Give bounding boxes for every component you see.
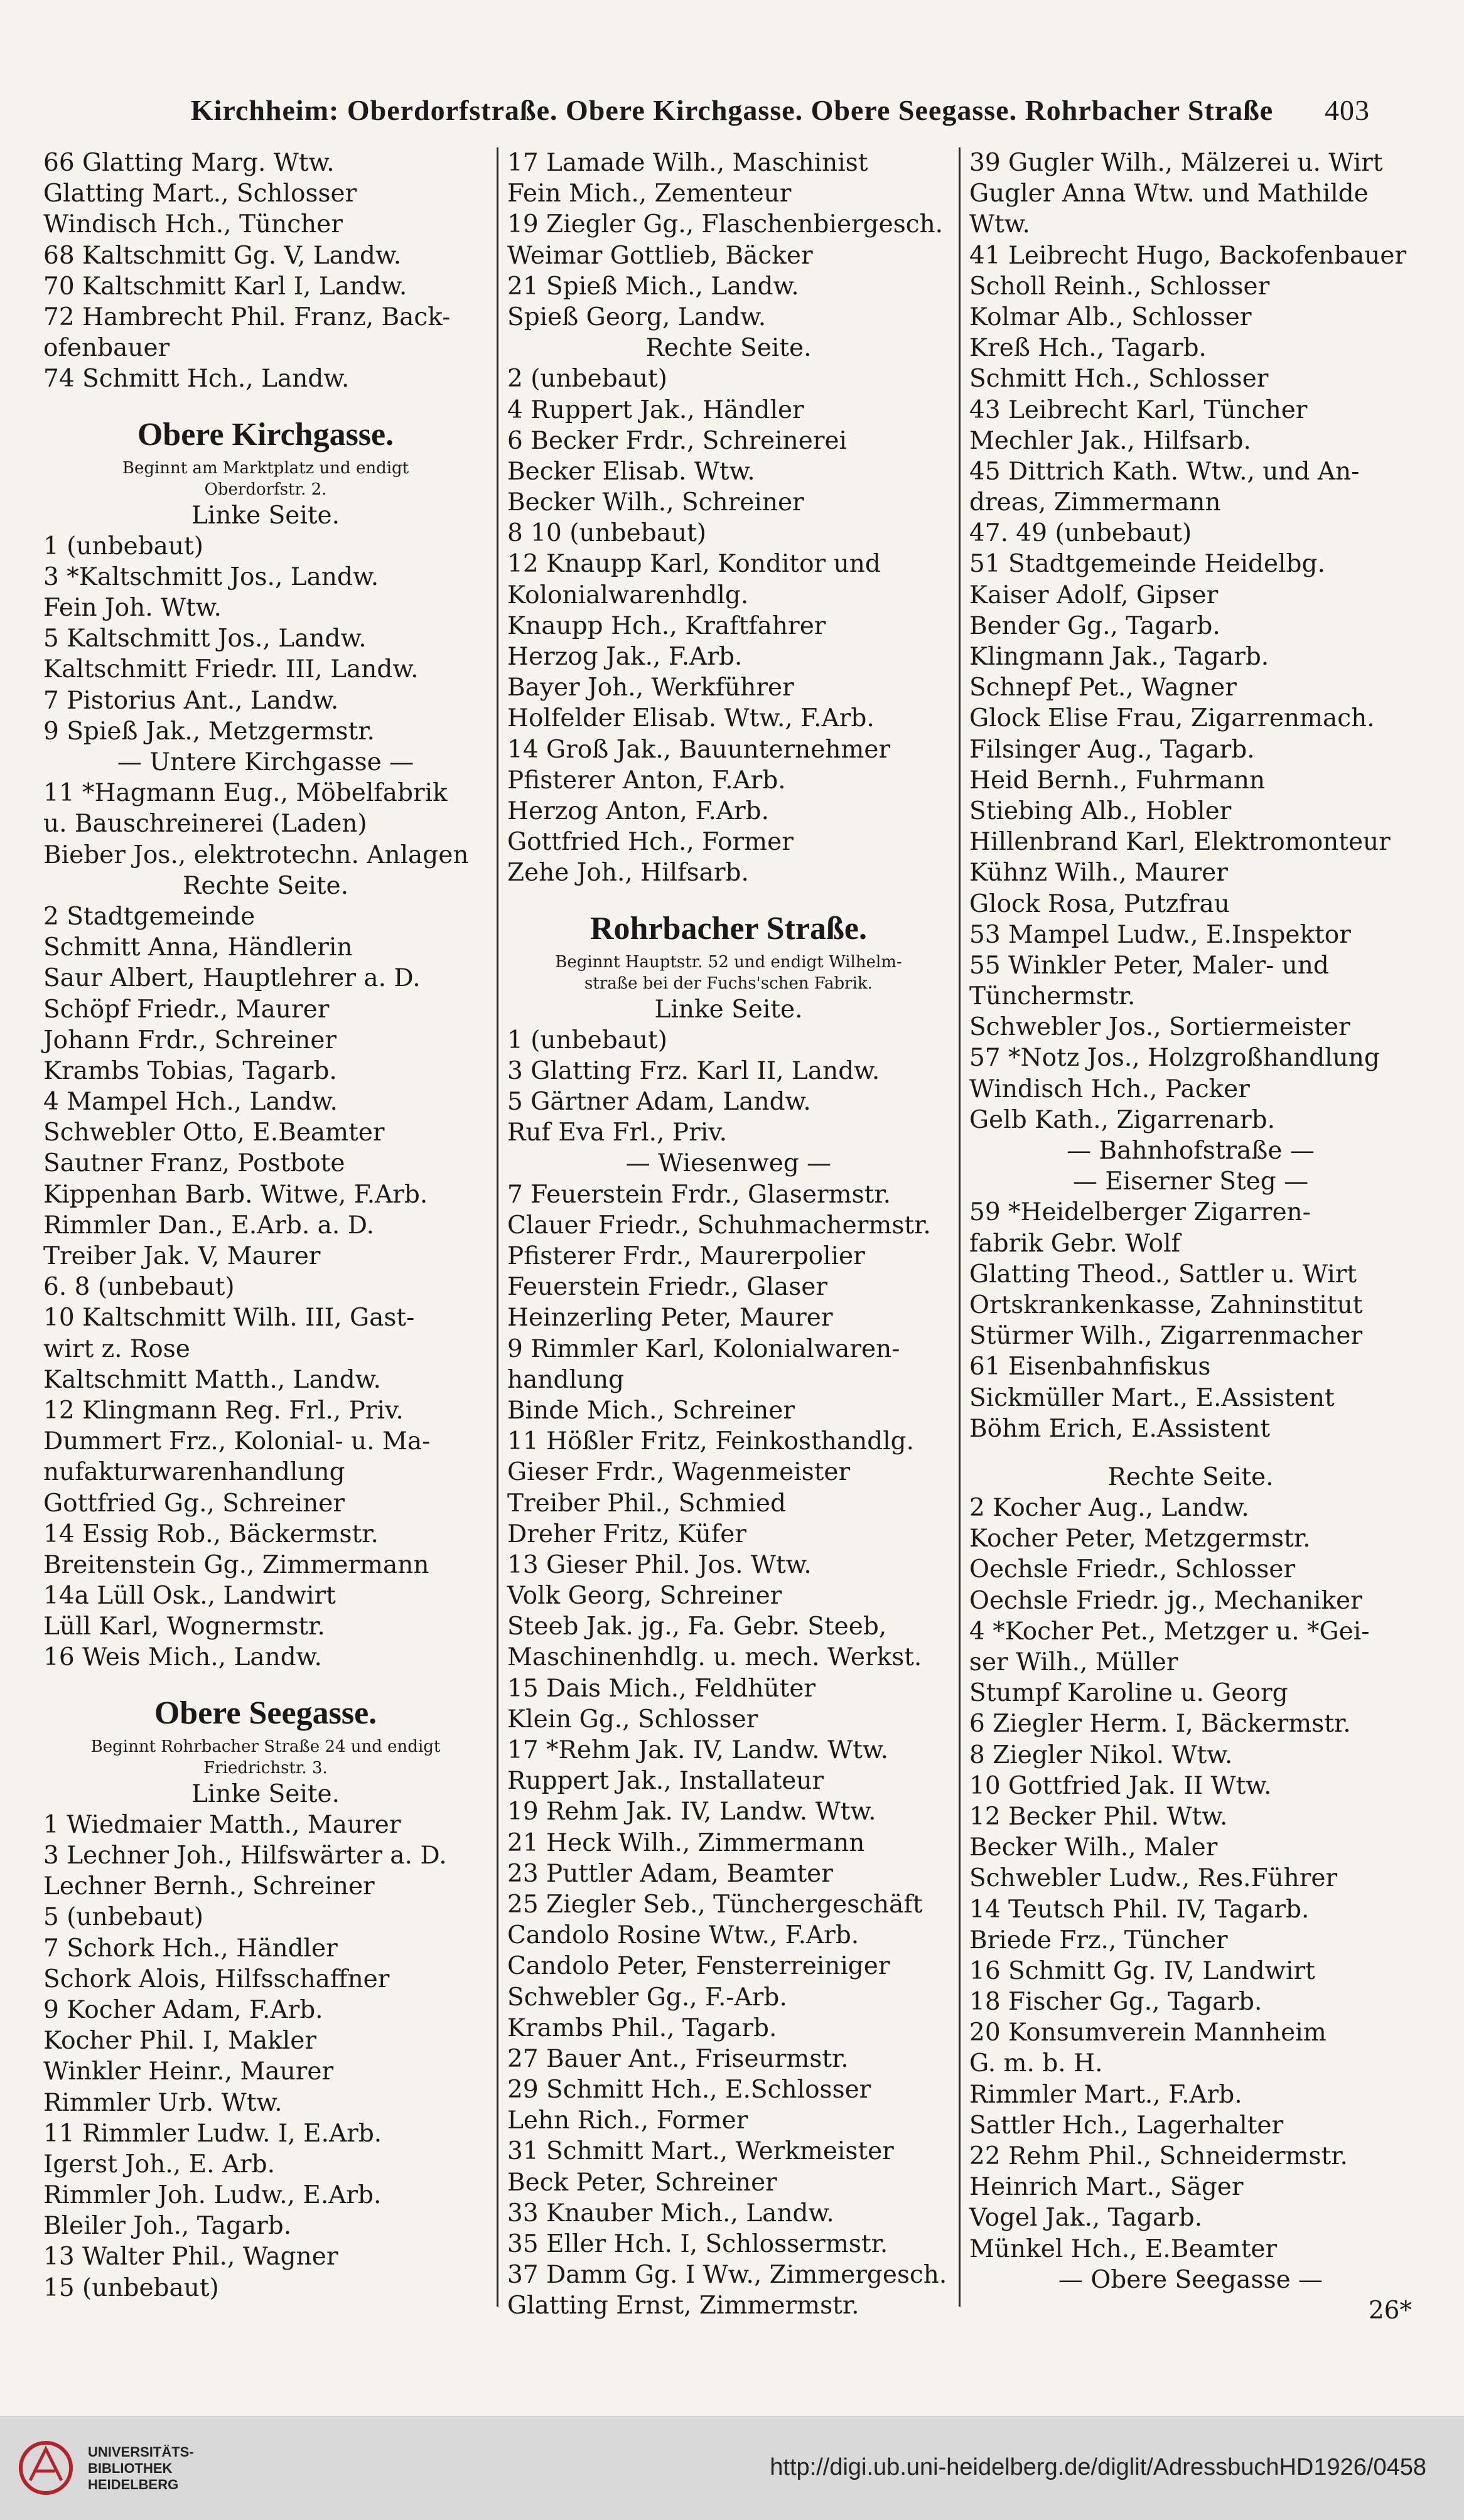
directory-entry: Vogel Jak., Tagarb.: [969, 2204, 1203, 2233]
directory-entry: Filsinger Aug., Tagarb.: [969, 735, 1255, 764]
directory-entry: Krambs Tobias, Tagarb.: [43, 1056, 337, 1085]
street-description: Beginnt Rohrbacher Straße 24 und endigt: [90, 1737, 441, 1756]
directory-entry: Scholl Reinh., Schlosser: [969, 272, 1270, 301]
directory-entry: Krambs Phil., Tagarb.: [507, 2013, 777, 2042]
directory-entry: 70 Kaltschmitt Karl I, Landw.: [43, 272, 407, 301]
directory-entry: 15 Dais Mich., Feldhüter: [507, 1674, 816, 1703]
directory-entry: Schöpf Friedr., Maurer: [43, 995, 330, 1024]
directory-entry: Maschinenhdlg. u. mech. Werkst.: [507, 1643, 922, 1672]
directory-entry: Herzog Jak., F.Arb.: [507, 643, 743, 671]
directory-entry: Kreß Hch., Tagarb.: [969, 334, 1207, 363]
directory-entry: 2 Stadtgemeinde: [43, 902, 256, 931]
directory-entry: nufakturwarenhandlung: [43, 1458, 345, 1487]
directory-entry: 57 *Notz Jos., Holzgroßhandlung: [969, 1044, 1380, 1073]
directory-entry: Ruppert Jak., Installateur: [507, 1767, 824, 1796]
directory-entry: 31 Schmitt Mart., Werkmeister: [507, 2137, 894, 2166]
directory-entry: 13 Gieser Phil. Jos. Wtw.: [507, 1550, 812, 1579]
directory-entry: 41 Leibrecht Hugo, Backofenbauer: [969, 241, 1407, 270]
directory-entry: Kühnz Wilh., Maurer: [969, 859, 1228, 887]
directory-entry: Holfelder Elisab. Wtw., F.Arb.: [507, 704, 875, 733]
directory-entry: 21 Spieß Mich., Landw.: [507, 272, 799, 301]
directory-entry: 12 Becker Phil. Wtw.: [969, 1802, 1228, 1831]
directory-entry: 6 Becker Frdr., Schreinerei: [507, 426, 848, 455]
directory-entry: Treiber Jak. V, Maurer: [43, 1242, 321, 1270]
directory-entry: 14 Groß Jak., Bauunternehmer: [507, 735, 891, 764]
directory-entry: Becker Elisab. Wtw.: [507, 457, 755, 486]
spacer: [969, 1444, 1412, 1462]
section-label: Linke Seite.: [191, 1779, 340, 1808]
directory-entry: Windisch Hch., Packer: [969, 1075, 1250, 1103]
directory-entry: Pfisterer Frdr., Maurerpolier: [507, 1242, 865, 1270]
directory-entry: 2 Kocher Aug., Landw.: [969, 1494, 1249, 1523]
directory-entry: Binde Mich., Schreiner: [507, 1396, 795, 1425]
running-title: Kirchheim: Oberdorfstraße. Obere Kirchgasse. Obere Seegasse. Rohrbacher Straße: [190, 94, 1274, 126]
directory-entry: Dummert Frz., Kolonial- u. Ma-: [43, 1427, 431, 1456]
directory-entry: dreas, Zimmermann: [969, 488, 1221, 517]
university-library-logo-icon: [18, 2437, 74, 2499]
directory-entry: 45 Dittrich Kath. Wtw., und An-: [969, 457, 1360, 486]
directory-entry: Lüll Karl, Wognermstr.: [43, 1612, 325, 1641]
directory-entry: 37 Damm Gg. I Ww., Zimmergesch.: [507, 2261, 947, 2290]
directory-entry: Beck Peter, Schreiner: [507, 2168, 777, 2197]
library-name-line: HEIDELBERG: [88, 2477, 179, 2492]
directory-entry: 14 Teutsch Phil. IV, Tagarb.: [969, 1895, 1310, 1924]
directory-entry: Glock Rosa, Putzfrau: [969, 889, 1230, 918]
street-description: straße bei der Fuchs'schen Fabrik.: [584, 973, 873, 993]
directory-entry: 12 Klingmann Reg. Frl., Priv.: [43, 1396, 404, 1425]
directory-entry: Schwebler Jos., Sortiermeister: [969, 1013, 1350, 1042]
directory-entry: 19 Ziegler Gg., Flaschenbiergesch.: [507, 210, 944, 239]
directory-entry: Stumpf Karoline u. Georg: [969, 1679, 1288, 1708]
directory-entry: Candolo Peter, Fensterreiniger: [507, 1952, 890, 1981]
directory-entry: 19 Rehm Jak. IV, Landw. Wtw.: [507, 1798, 876, 1826]
directory-entry: 16 Weis Mich., Landw.: [43, 1643, 322, 1672]
directory-entry: Böhm Erich, E.Assistent: [969, 1414, 1271, 1443]
directory-entry: 15 (unbebaut): [43, 2273, 219, 2302]
directory-entry: Schwebler Gg., F.-Arb.: [507, 1983, 787, 2012]
directory-entry: Münkel Hch., E.Beamter: [969, 2234, 1278, 2263]
directory-entry: Glatting Theod., Sattler u. Wirt: [969, 1260, 1357, 1289]
page-header: [38, 88, 1426, 132]
street-description: Beginnt Hauptstr. 52 und endigt Wilhelm-: [555, 952, 902, 972]
directory-entry: 4 *Kocher Pet., Metzger u. *Gei-: [969, 1617, 1370, 1646]
section-label: Linke Seite.: [654, 995, 803, 1024]
signature-mark: 26*: [1368, 2296, 1412, 2325]
directory-entry: 21 Heck Wilh., Zimmermann: [507, 1828, 865, 1857]
directory-entry: 13 Walter Phil., Wagner: [43, 2243, 338, 2271]
directory-entry: 29 Schmitt Hch., E.Schlosser: [507, 2076, 871, 2104]
directory-entry: Ruf Eva Frl., Priv.: [507, 1118, 727, 1147]
directory-entry: 10 Gottfried Jak. II Wtw.: [969, 1771, 1272, 1800]
directory-entry: 5 Kaltschmitt Jos., Landw.: [43, 625, 367, 653]
directory-entry: Weimar Gottlieb, Bäcker: [507, 241, 813, 270]
street-description: Oberdorfstr. 2.: [204, 480, 327, 499]
directory-entry: Tünchermstr.: [969, 982, 1136, 1011]
directory-entry: 7 Feuerstein Frdr., Glasermstr.: [507, 1180, 891, 1209]
directory-entry: 74 Schmitt Hch., Landw.: [43, 365, 350, 394]
directory-entry: 4 Mampel Hch., Landw.: [43, 1088, 338, 1117]
section-label: — Bahnhofstraße —: [1067, 1137, 1315, 1165]
directory-entry: Clauer Friedr., Schuhmachermstr.: [507, 1211, 931, 1240]
directory-entry: Schork Alois, Hilfsschaffner: [43, 1965, 390, 1993]
directory-entry: Schwebler Otto, E.Beamter: [43, 1118, 385, 1147]
spacer: [43, 395, 488, 412]
directory-entry: Sattler Hch., Lagerhalter: [969, 2111, 1284, 2140]
directory-entry: 12 Knaupp Karl, Konditor und: [507, 550, 881, 579]
street-description: Beginnt am Marktplatz und endigt: [122, 458, 409, 478]
column-left: [35, 147, 497, 2307]
directory-entry: 3 Glatting Frz. Karl II, Landw.: [507, 1056, 880, 1085]
directory-entry: 35 Eller Hch. I, Schlossermstr.: [507, 2230, 888, 2258]
directory-entry: 51 Stadtgemeinde Heidelbg.: [969, 550, 1325, 579]
directory-entry: Oechsle Friedr. jg., Mechaniker: [969, 1586, 1362, 1615]
directory-entry: 1 (unbebaut): [43, 532, 203, 560]
directory-entry: Bleiler Joh., Tagarb.: [43, 2212, 292, 2241]
directory-entry: Heinrich Mart., Säger: [969, 2173, 1244, 2202]
directory-columns: [35, 147, 1422, 2325]
column-middle: [497, 147, 959, 2320]
directory-entry: Pfisterer Anton, F.Arb.: [507, 766, 786, 795]
directory-entry: 10 Kaltschmitt Wilh. III, Gast-: [43, 1304, 415, 1332]
section-label: Rechte Seite.: [645, 334, 812, 363]
directory-entry: Rimmler Urb. Wtw.: [43, 2088, 283, 2117]
directory-entry: Heid Bernh., Fuhrmann: [969, 766, 1266, 795]
directory-entry: Stürmer Wilh., Zigarrenmacher: [969, 1322, 1363, 1351]
directory-entry: Johann Frdr., Schreiner: [43, 1026, 337, 1054]
directory-entry: 11 *Hagmann Eug., Möbelfabrik: [43, 779, 448, 808]
directory-entry: 18 Fischer Gg., Tagarb.: [969, 1988, 1262, 2017]
directory-entry: Spieß Georg, Landw.: [507, 303, 767, 331]
section-label: — Wiesenweg —: [625, 1149, 832, 1178]
directory-entry: 43 Leibrecht Karl, Tüncher: [969, 395, 1308, 424]
directory-entry: Becker Wilh., Maler: [969, 1833, 1218, 1862]
directory-entry: Kolmar Alb., Schlosser: [969, 303, 1252, 331]
directory-entry: fabrik Gebr. Wolf: [969, 1229, 1180, 1258]
library-name-line: BIBLIOTHEK: [88, 2460, 173, 2476]
directory-entry: Kippenhan Barb. Witwe, F.Arb.: [43, 1180, 428, 1209]
directory-entry: Glatting Mart., Schlosser: [43, 180, 357, 208]
directory-entry: 23 Puttler Adam, Beamter: [507, 1859, 833, 1888]
directory-entry: Kaltschmitt Matth., Landw.: [43, 1365, 381, 1394]
directory-entry: Fein Joh. Wtw.: [43, 594, 222, 623]
directory-entry: Schnepf Pet., Wagner: [969, 673, 1237, 702]
footer-bar: [0, 2416, 1464, 2520]
directory-entry: Glatting Ernst, Zimmermstr.: [507, 2292, 859, 2320]
directory-entry: Sickmüller Mart., E.Assistent: [969, 1383, 1335, 1412]
directory-entry: 53 Mampel Ludw., E.Inspektor: [969, 920, 1351, 949]
source-url-link[interactable]: http://digi.ub.uni-heidelberg.de/diglit/AdressbuchHD1926/0458: [770, 2454, 1426, 2480]
directory-entry: 7 Pistorius Ant., Landw.: [43, 686, 339, 715]
directory-entry: Windisch Hch., Tüncher: [43, 210, 343, 239]
directory-entry: Stiebing Alb., Hobler: [969, 796, 1232, 825]
directory-entry: Ortskrankenkasse, Zahninstitut: [969, 1290, 1363, 1319]
directory-entry: 9 Rimmler Karl, Kolonialwaren-: [507, 1334, 900, 1363]
directory-entry: Candolo Rosine Wtw., F.Arb.: [507, 1921, 859, 1950]
directory-entry: 5 Gärtner Adam, Landw.: [507, 1088, 811, 1117]
directory-entry: 5 (unbebaut): [43, 1903, 203, 1932]
street-description: Friedrichstr. 3.: [203, 1758, 328, 1777]
street-heading: Rohrbacher Straße.: [589, 910, 867, 946]
directory-entry: Sautner Franz, Postbote: [43, 1149, 345, 1178]
directory-entry: 72 Hambrecht Phil. Franz, Back-: [43, 303, 451, 331]
directory-entry: 20 Konsumverein Mannheim: [969, 2019, 1327, 2047]
directory-entry: 66 Glatting Marg. Wtw.: [43, 149, 335, 177]
page-number: 403: [1325, 94, 1370, 126]
directory-entry: Bieber Jos., elektrotechn. Anlagen: [43, 840, 469, 869]
section-label: Rechte Seite.: [183, 871, 348, 900]
directory-entry: Bender Gg., Tagarb.: [969, 611, 1220, 640]
directory-entry: Schmitt Anna, Händlerin: [43, 933, 353, 962]
directory-entry: Rimmler Dan., E.Arb. a. D.: [43, 1211, 374, 1240]
directory-entry: Treiber Phil., Schmied: [507, 1489, 786, 1518]
directory-entry: Feuerstein Friedr., Glaser: [507, 1273, 827, 1302]
directory-entry: Kaiser Adolf, Gipser: [969, 581, 1219, 609]
directory-entry: 33 Knauber Mich., Landw.: [507, 2199, 834, 2228]
directory-entry: Igerst Joh., E. Arb.: [43, 2150, 276, 2179]
directory-entry: Kocher Phil. I, Makler: [43, 2027, 316, 2056]
directory-entry: 3 Lechner Joh., Hilfswärter a. D.: [43, 1842, 447, 1870]
directory-entry: 4 Ruppert Jak., Händler: [507, 395, 804, 424]
directory-entry: 6 Ziegler Herm. I, Bäckermstr.: [969, 1710, 1351, 1739]
section-label: — Obere Seegasse —: [1058, 2265, 1323, 2294]
directory-entry: Gieser Frdr., Wagenmeister: [507, 1458, 851, 1487]
column-right: [959, 147, 1421, 2325]
directory-entry: 1 Wiedmaier Matth., Maurer: [43, 1810, 401, 1839]
directory-entry: 17 *Rehm Jak. IV, Landw. Wtw.: [507, 1736, 889, 1764]
directory-entry: Oechsle Friedr., Schlosser: [969, 1555, 1296, 1584]
directory-entry: Breitenstein Gg., Zimmermann: [43, 1550, 429, 1579]
directory-entry: 61 Eisenbahnfiskus: [969, 1353, 1211, 1381]
directory-entry: ser Wilh., Müller: [969, 1648, 1178, 1676]
section-label: Linke Seite.: [191, 501, 340, 530]
directory-entry: Schwebler Ludw., Res.Führer: [969, 1864, 1338, 1893]
directory-entry: Gottfried Hch., Former: [507, 828, 794, 857]
directory-entry: Rimmler Mart., F.Arb.: [969, 2080, 1242, 2109]
directory-entry: ofenbauer: [43, 334, 170, 363]
directory-entry: G. m. b. H.: [969, 2049, 1103, 2078]
directory-entry: Dreher Fritz, Küfer: [507, 1520, 746, 1548]
directory-entry: handlung: [507, 1365, 625, 1394]
directory-entry: 8 Ziegler Nikol. Wtw.: [969, 1740, 1233, 1769]
street-heading: Obere Seegasse.: [154, 1695, 377, 1731]
directory-entry: Wtw.: [969, 210, 1030, 239]
section-label: Rechte Seite.: [1107, 1462, 1274, 1491]
directory-entry: 6. 8 (unbebaut): [43, 1273, 235, 1302]
street-heading: Obere Kirchgasse.: [137, 416, 394, 453]
directory-entry: Volk Georg, Schreiner: [507, 1582, 782, 1611]
directory-entry: 68 Kaltschmitt Gg. V, Landw.: [43, 241, 402, 270]
directory-entry: Fein Mich., Zementeur: [507, 180, 792, 208]
directory-entry: Lehn Rich., Former: [507, 2106, 748, 2135]
directory-entry: Zehe Joh., Hilfsarb.: [507, 859, 749, 887]
directory-entry: Briede Frz., Tüncher: [969, 1926, 1228, 1954]
directory-entry: Rimmler Joh. Ludw., E.Arb.: [43, 2181, 382, 2210]
directory-entry: Herzog Anton, F.Arb.: [507, 796, 770, 825]
directory-entry: 14a Lüll Osk., Landwirt: [43, 1582, 336, 1611]
directory-entry: 3 *Kaltschmitt Jos., Landw.: [43, 562, 379, 591]
directory-entry: 55 Winkler Peter, Maler- und: [969, 951, 1329, 980]
directory-entry: Mechler Jak., Hilfsarb.: [969, 426, 1251, 455]
directory-entry: 16 Schmitt Gg. IV, Landwirt: [969, 1956, 1315, 1985]
directory-entry: Saur Albert, Hauptlehrer a. D.: [43, 964, 421, 993]
directory-entry: 9 Kocher Adam, F.Arb.: [43, 1995, 323, 2024]
directory-entry: 11 Rimmler Ludw. I, E.Arb.: [43, 2119, 382, 2148]
directory-entry: Glock Elise Frau, Zigarrenmach.: [969, 704, 1375, 733]
spacer: [507, 889, 950, 906]
directory-entry: Klein Gg., Schlosser: [507, 1705, 758, 1734]
section-label: — Eiserner Steg —: [1072, 1167, 1309, 1196]
directory-entry: Gugler Anna Wtw. und Mathilde: [969, 180, 1369, 208]
directory-entry: 2 (unbebaut): [507, 365, 667, 394]
directory-entry: u. Bauschreinerei (Laden): [43, 810, 367, 839]
directory-entry: Kaltschmitt Friedr. III, Landw.: [43, 655, 419, 684]
directory-entry: Steeb Jak. jg., Fa. Gebr. Steeb,: [507, 1612, 887, 1641]
directory-entry: 7 Schork Hch., Händler: [43, 1934, 338, 1963]
directory-entry: Kolonialwarenhdlg.: [507, 581, 749, 609]
directory-entry: 47. 49 (unbebaut): [969, 519, 1192, 548]
directory-entry: 22 Rehm Phil., Schneidermstr.: [969, 2142, 1348, 2170]
directory-entry: Gelb Kath., Zigarrenarb.: [969, 1105, 1275, 1134]
directory-entry: 59 *Heidelberger Zigarren-: [969, 1198, 1311, 1227]
directory-entry: Kocher Peter, Metzgermstr.: [969, 1525, 1311, 1553]
directory-entry: wirt z. Rose: [43, 1334, 190, 1363]
directory-entry: 9 Spieß Jak., Metzgermstr.: [43, 717, 375, 746]
directory-entry: Lechner Bernh., Schreiner: [43, 1872, 375, 1901]
directory-entry: Bayer Joh., Werkführer: [507, 673, 794, 702]
directory-entry: 25 Ziegler Seb., Tünchergeschäft: [507, 1890, 923, 1919]
directory-entry: 27 Bauer Ant., Friseurmstr.: [507, 2044, 849, 2073]
directory-entry: Klingmann Jak., Tagarb.: [969, 643, 1269, 671]
directory-entry: 11 Hößler Fritz, Feinkosthandlg.: [507, 1427, 915, 1456]
directory-entry: Hillenbrand Karl, Elektromonteur: [969, 828, 1391, 857]
directory-entry: Heinzerling Peter, Maurer: [507, 1304, 833, 1332]
library-name-line: UNIVERSITÄTS-: [88, 2444, 194, 2460]
section-label: — Untere Kirchgasse —: [117, 748, 414, 776]
directory-entry: Knaupp Hch., Kraftfahrer: [507, 611, 826, 640]
directory-entry: Winkler Heinr., Maurer: [43, 2057, 334, 2086]
spacer: [43, 1673, 488, 1691]
directory-entry: Becker Wilh., Schreiner: [507, 488, 804, 517]
directory-entry: Schmitt Hch., Schlosser: [969, 365, 1269, 394]
directory-entry: Gottfried Gg., Schreiner: [43, 1489, 345, 1518]
directory-entry: 39 Gugler Wilh., Mälzerei u. Wirt: [969, 149, 1383, 177]
directory-entry: 14 Essig Rob., Bäckermstr.: [43, 1520, 379, 1548]
library-name: [88, 2444, 194, 2493]
directory-entry: 1 (unbebaut): [507, 1026, 667, 1054]
directory-entry: 8 10 (unbebaut): [507, 519, 706, 548]
directory-entry: 17 Lamade Wilh., Maschinist: [507, 149, 868, 177]
